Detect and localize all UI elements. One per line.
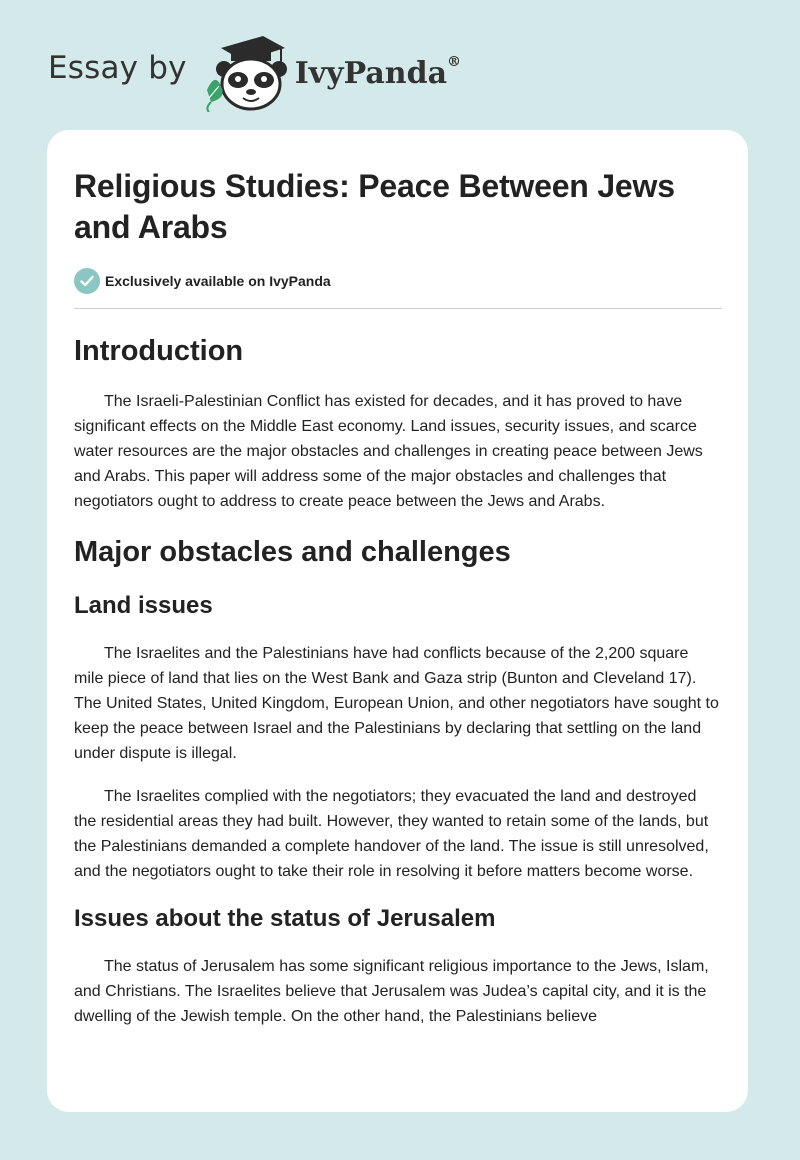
check-icon: [74, 268, 100, 294]
page-title: Religious Studies: Peace Between Jews and Arabs: [74, 168, 675, 245]
paragraph: The Israelites and the Palestinians have had conflicts because of the 2,200 square mile piece of land that lies on the West Bank and Gaza strip (Bunton and Cleveland 17). The United States, United Kingdom, European Union, and other negotiators have sought to keep the peace between Israel and the Palestinians by declaring that settling on the land under dispute is illegal.: [74, 645, 719, 762]
divider: [74, 308, 722, 309]
exclusive-badge: [74, 267, 722, 295]
site-header: [48, 32, 461, 112]
essay-by-label: Essay by: [48, 50, 187, 86]
major-obstacles-heading: Major obstacles and challenges: [74, 536, 511, 568]
article-card: [47, 130, 748, 1112]
land-issues-heading: Land issues: [74, 592, 213, 619]
jerusalem-status-heading: Issues about the status of Jerusalem: [74, 905, 496, 932]
paragraph: The Israelites complied with the negotiators; they evacuated the land and destroyed the residential areas they had built. However, they wanted to retain some of the lands, but the Palestinians demanded a complete handover of the land. The issue is still unresolved, and the negotiators ought to take their role in resolving it before matters become worse.: [74, 788, 709, 880]
panda-mascot-icon: [197, 32, 293, 112]
ivypanda-logo[interactable]: [197, 32, 293, 112]
paragraph: The status of Jerusalem has some significant religious importance to the Jews, Islam, and Christians. The Israelites believe that Jerusalem was Judea’s capital city, and it is the dwelling of the Jewish temple. On the other hand, the Palestinians believe: [74, 958, 709, 1025]
introduction-heading: Introduction: [74, 335, 244, 367]
registered-mark: ®: [447, 53, 462, 70]
exclusive-label: Exclusively available on IvyPanda: [105, 273, 331, 289]
paragraph: The Israeli-Palestinian Conflict has existed for decades, and it has proved to have significant effects on the Middle East economy. Land issues, security issues, and scarce water resources are the major obstacles and challenges in creating peace between Jews and Arabs. This paper will address some of the major obstacles and challenges that negotiators ought to address to create peace between the Jews and Arabs.: [74, 393, 703, 510]
brand-name[interactable]: IvyPanda®: [294, 53, 462, 91]
